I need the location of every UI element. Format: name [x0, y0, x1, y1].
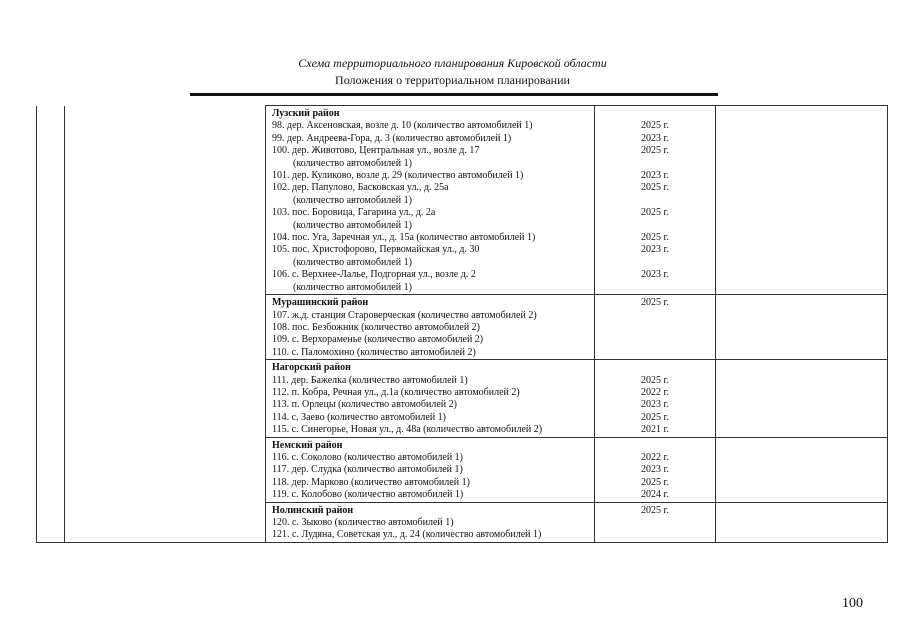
district-cell — [266, 295, 595, 360]
list-item: 108. пос. Безбожник (количество автомобилей 2) — [272, 321, 481, 333]
year-value: 2023 г. — [641, 244, 669, 256]
list-item: 105. пос. Христофорово, Первомайская ул., д. 30 — [272, 244, 480, 256]
empty-column-1 — [37, 106, 65, 543]
district-title: Немский район — [272, 439, 343, 451]
district-title: Нолинский район — [272, 504, 354, 516]
year-value: 2023 г. — [641, 132, 669, 144]
list-item: 100. дер. Животово, Центральная ул., возле д. 17 — [272, 145, 480, 157]
year-value: 2025 г. — [641, 297, 669, 309]
list-item: 114. с. Заево (количество автомобилей 1) — [272, 411, 447, 423]
empty-column-5 — [716, 502, 888, 542]
year-value: 2025 г. — [641, 374, 669, 386]
year-value: 2025 г. — [641, 411, 669, 423]
list-item: 103. пос. Боровица, Гагарина ул., д. 2а — [272, 207, 436, 219]
item-continuation: (количество автомобилей 1) — [293, 219, 412, 231]
district-cell — [266, 437, 595, 502]
list-item: 112. п. Кобра, Речная ул., д.1а (количество автомобилей 2) — [272, 386, 520, 398]
year-value — [595, 322, 715, 334]
district-title: Лузский район — [272, 108, 340, 119]
year-value: 2025 г. — [641, 504, 669, 516]
item-continuation: (количество автомобилей 1) — [293, 256, 412, 268]
list-item: 98. дер. Аксеновская, возле д. 10 (количество автомобилей 1) — [272, 120, 533, 132]
item-continuation: (количество автомобилей 1) — [293, 281, 412, 293]
year-value: 2023 г. — [641, 464, 669, 476]
page-number: 100 — [842, 596, 863, 611]
year-value — [595, 362, 715, 374]
list-item: 120. с. Зыково (количество автомобилей 1) — [272, 517, 454, 528]
list-item: 117. дер. Слудка (количество автомобилей 1) — [272, 464, 463, 476]
list-item: 106. с. Верхнее-Лалье, Подгорная ул., возле д. 2 — [272, 269, 476, 281]
year-value — [595, 309, 715, 321]
list-item: 121. с. Лудяна, Советская ул., д. 24 (количество автомобилей 1) — [272, 529, 542, 541]
list-item: 110. с. Паломохино (количество автомобилей 2) — [272, 346, 476, 358]
list-item: 118. дер. Марково (количество автомобилей 1) — [272, 476, 470, 488]
district-title: Мурашинский район — [272, 297, 369, 309]
year-value — [595, 334, 715, 346]
list-item: 119. с. Колобово (количество автомобилей 1) — [272, 489, 464, 501]
year-value: 2025 г. — [641, 476, 669, 488]
year-value: 2021 г. — [641, 424, 669, 436]
district-cell — [266, 502, 595, 542]
list-item: 99. дер. Андреева-Гора, д. 3 (количество автомобилей 1) — [272, 132, 512, 144]
year-value — [595, 195, 715, 207]
item-continuation: (количество автомобилей 1) — [293, 194, 412, 206]
document-subtitle: Положения о территориальном планировании — [335, 73, 570, 87]
year-cell — [595, 437, 716, 502]
year-value: 2025 г. — [641, 207, 669, 219]
list-item: 115. с. Синегорье, Новая ул., д. 48а (количество автомобилей 2) — [272, 424, 543, 436]
year-value — [595, 158, 715, 170]
year-value — [595, 281, 715, 293]
stations-table — [36, 105, 888, 543]
year-value — [595, 529, 715, 541]
district-cell — [266, 106, 595, 295]
year-cell — [595, 295, 716, 360]
year-value — [595, 517, 715, 529]
list-item: 109. с. Верхораменье (количество автомобилей 2) — [272, 334, 484, 346]
year-value: 2023 г. — [641, 399, 669, 411]
year-value: 2024 г. — [641, 489, 669, 501]
district-cell — [266, 360, 595, 437]
list-item: 104. пос. Уга, Заречная ул., д. 15а (количество автомобилей 1) — [272, 232, 536, 244]
year-cell — [595, 360, 716, 437]
year-value: 2025 г. — [641, 145, 669, 157]
year-value — [595, 220, 715, 232]
list-item: 116. с. Соколово (количество автомобилей 1) — [272, 451, 464, 463]
year-value — [595, 108, 715, 120]
year-value: 2025 г. — [641, 231, 669, 243]
year-value — [595, 347, 715, 359]
year-value: 2022 г. — [641, 451, 669, 463]
list-item: 102. дер. Папулово, Басковская ул., д. 25а — [272, 182, 449, 194]
empty-column-5 — [716, 295, 888, 360]
empty-column-5 — [716, 360, 888, 437]
empty-column-5 — [716, 106, 888, 295]
empty-column-5 — [716, 437, 888, 502]
year-value — [595, 440, 715, 452]
document-title: Схема территориального планирования Кировской области — [298, 56, 607, 70]
list-item: 113. п. Орлецы (количество автомобилей 2) — [272, 399, 457, 411]
year-value: 2023 г. — [641, 169, 669, 181]
item-continuation: (количество автомобилей 1) — [293, 157, 412, 169]
year-value: 2022 г. — [641, 386, 669, 398]
list-item: 101. дер. Куликово, возле д. 29 (количество автомобилей 1) — [272, 170, 524, 182]
district-title: Нагорский район — [272, 362, 351, 374]
list-item: 111. дер. Бажелка (количество автомобилей 1) — [272, 374, 468, 386]
list-item: 107. ж.д. станция Староверческая (количество автомобилей 2) — [272, 309, 537, 321]
header-rule — [190, 93, 718, 96]
year-cell — [595, 502, 716, 542]
year-value — [595, 257, 715, 269]
empty-column-2 — [65, 106, 266, 543]
year-cell — [595, 106, 716, 295]
year-value: 2025 г. — [641, 182, 669, 194]
year-value: 2025 г. — [641, 120, 669, 132]
district-row — [37, 106, 888, 295]
year-value: 2023 г. — [641, 269, 669, 281]
